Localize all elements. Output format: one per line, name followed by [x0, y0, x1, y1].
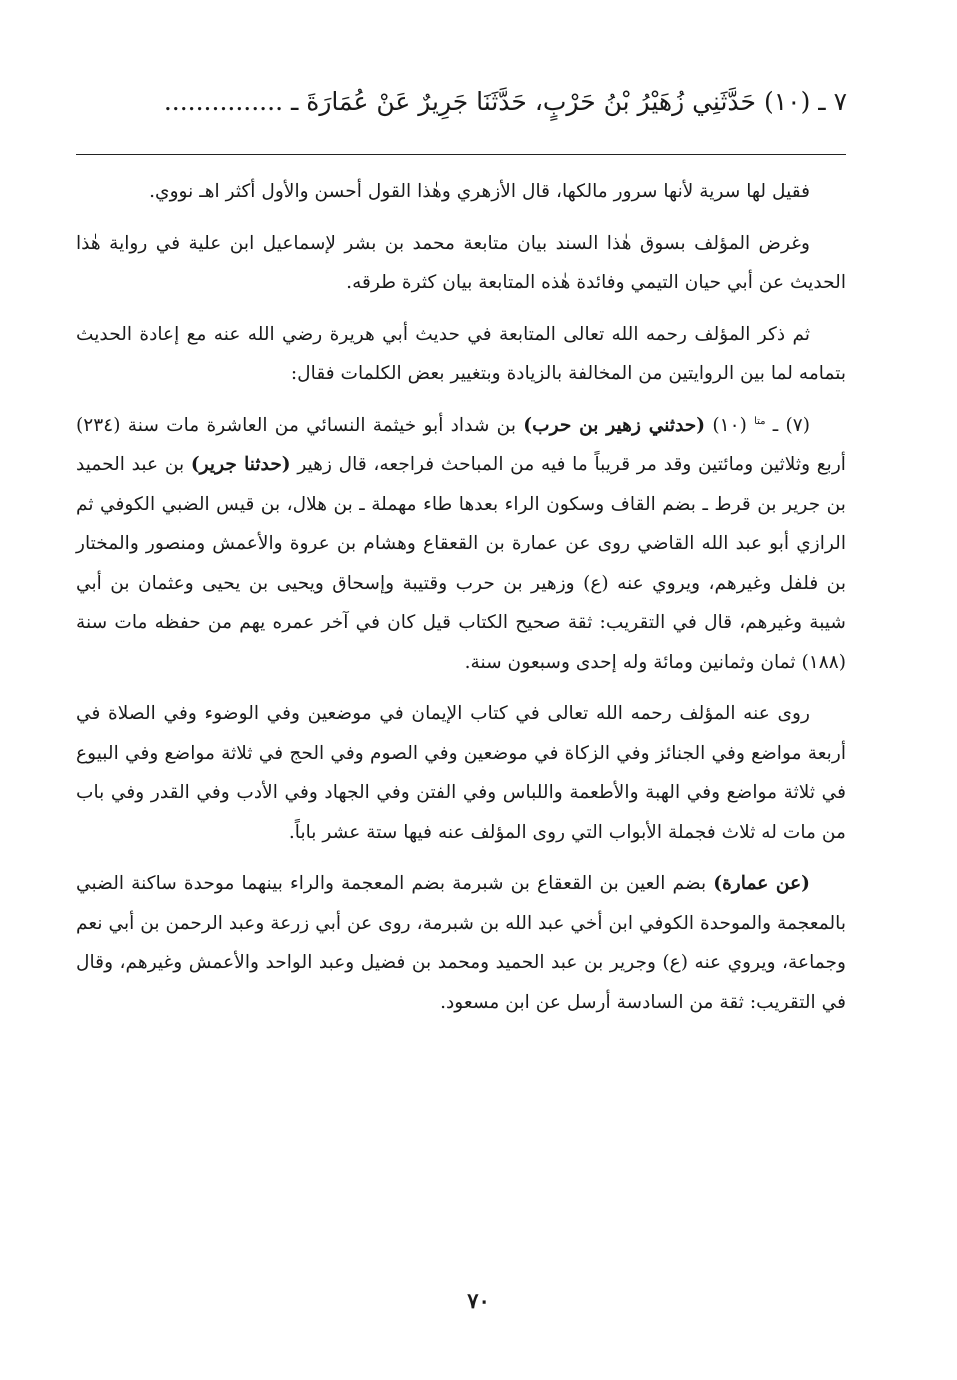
narrator-jarir-bio: بن عبد الحميد بن جرير بن قرط ـ بضم القاف وسكون الراء بعدها طاء مهملة ـ بن هلال، بن قيس الضبي الكوفي ثم الرازي أبو عبد الله القاضي روى عن عمارة بن القعقاع وهشام بن عروة والأعمش ومنصور والمختار بن فلفل وغيرهم، ويروي عنه (ع) وزهير بن حرب وقتيبة وإسحاق ويحيى بن يحيى وعثمان بن أبي شيبة وغيرهم، قال في التقريب: ثقة صحيح الكتاب قيل كان في آخر عمره يهم من حفظه مات سنة (١٨٨) ثمان وثمانين ومائة وله إحدى وسبعون سنة.	[76, 454, 846, 673]
narrator-zuhair: (حدثني زهير بن حرب)	[523, 414, 706, 436]
narrator-umara: (عن عمارة)	[713, 873, 810, 894]
hadith-reference: (١٠)	[712, 414, 747, 436]
narrator-zuhair-bio: بن شداد أبو خيثمة النسائي من العاشرة مات سنة (٢٣٤) أربع وثلاثين ومائتين وقد مر قريباً ما فيه من المباحث فراجعه، قال زهير	[76, 414, 846, 475]
hadith-number: (٧) ـ	[772, 414, 810, 436]
narrator-umara-bio: بضم العين بن القعقاع بن شبرمة بضم المعجمة والراء بينهما موحدة ساكنة الضبي بالمعجمة والموحدة الكوفي ابن أخي عبد الله بن شبرمة، روى عن أبي زرعة وعبد الرحمن بن أبي نعم وجماعة، ويروي عنه (ع) وجرير بن عبد الحميد ومحمد بن فضيل وعبد الواحد والأعمش وغيرهم، وقال في التقريب: ثقة من السادسة أرسل عن ابن مسعود.	[76, 873, 846, 1013]
paragraph-3: ثم ذكر المؤلف رحمه الله تعالى المتابعة في حديث أبي هريرة رضي الله عنه مع إعادة الحديث بتمامه لما بين الروايتين من المخالفة بالزيادة وبتغيير بعض الكلمات فقال:	[76, 323, 846, 384]
commentary-body	[76, 172, 846, 1022]
mutabaa-mark: متا	[754, 415, 766, 427]
header-divider	[76, 154, 846, 155]
paragraph-2: وغرض المؤلف بسوق هٰذا السند بيان متابعة محمد بن بشر لإسماعيل ابن علية في رواية هٰذا الحديث عن أبي حيان التيمي وفائدة هٰذه المتابعة بيان كثرة طرقه.	[76, 232, 846, 293]
narrator-jarir: (حدثنا جرير)	[190, 454, 291, 475]
paragraph-4	[76, 406, 846, 683]
paragraph-5: روى عنه المؤلف رحمه الله تعالى في كتاب الإيمان في موضعين وفي الوضوء وفي الصلاة في أربعة مواضع وفي الجنائز وفي الزكاة في موضعين وفي الصوم وفي الحج في ثلاثة مواضع وفي البيوع في ثلاثة مواضع وفي الهبة والأطعمة واللباس وفي الفتن وفي الجهاد وفي الأدب وفي القدر وفي باب من مات له ثلاث فجملة الأبواب التي روى المؤلف عنه فيها ستة عشر باباً.	[76, 703, 846, 843]
running-header-title: ٧ ـ (١٠) حَدَّثَنِي زُهَيْرُ بْنُ حَرْبٍ، حَدَّثَنَا جَرِيرٌ عَنْ عُمَارَةَ ـ ...............	[163, 87, 847, 116]
paragraph-6	[76, 864, 846, 1022]
paragraph-1: فقيل لها سرية لأنها سرور مالكها، قال الأزهري وهٰذا القول أحسن والأول أكثر اهـ نووي.	[149, 181, 810, 202]
page-number: ٧٠	[467, 1288, 490, 1313]
running-header	[76, 84, 847, 120]
